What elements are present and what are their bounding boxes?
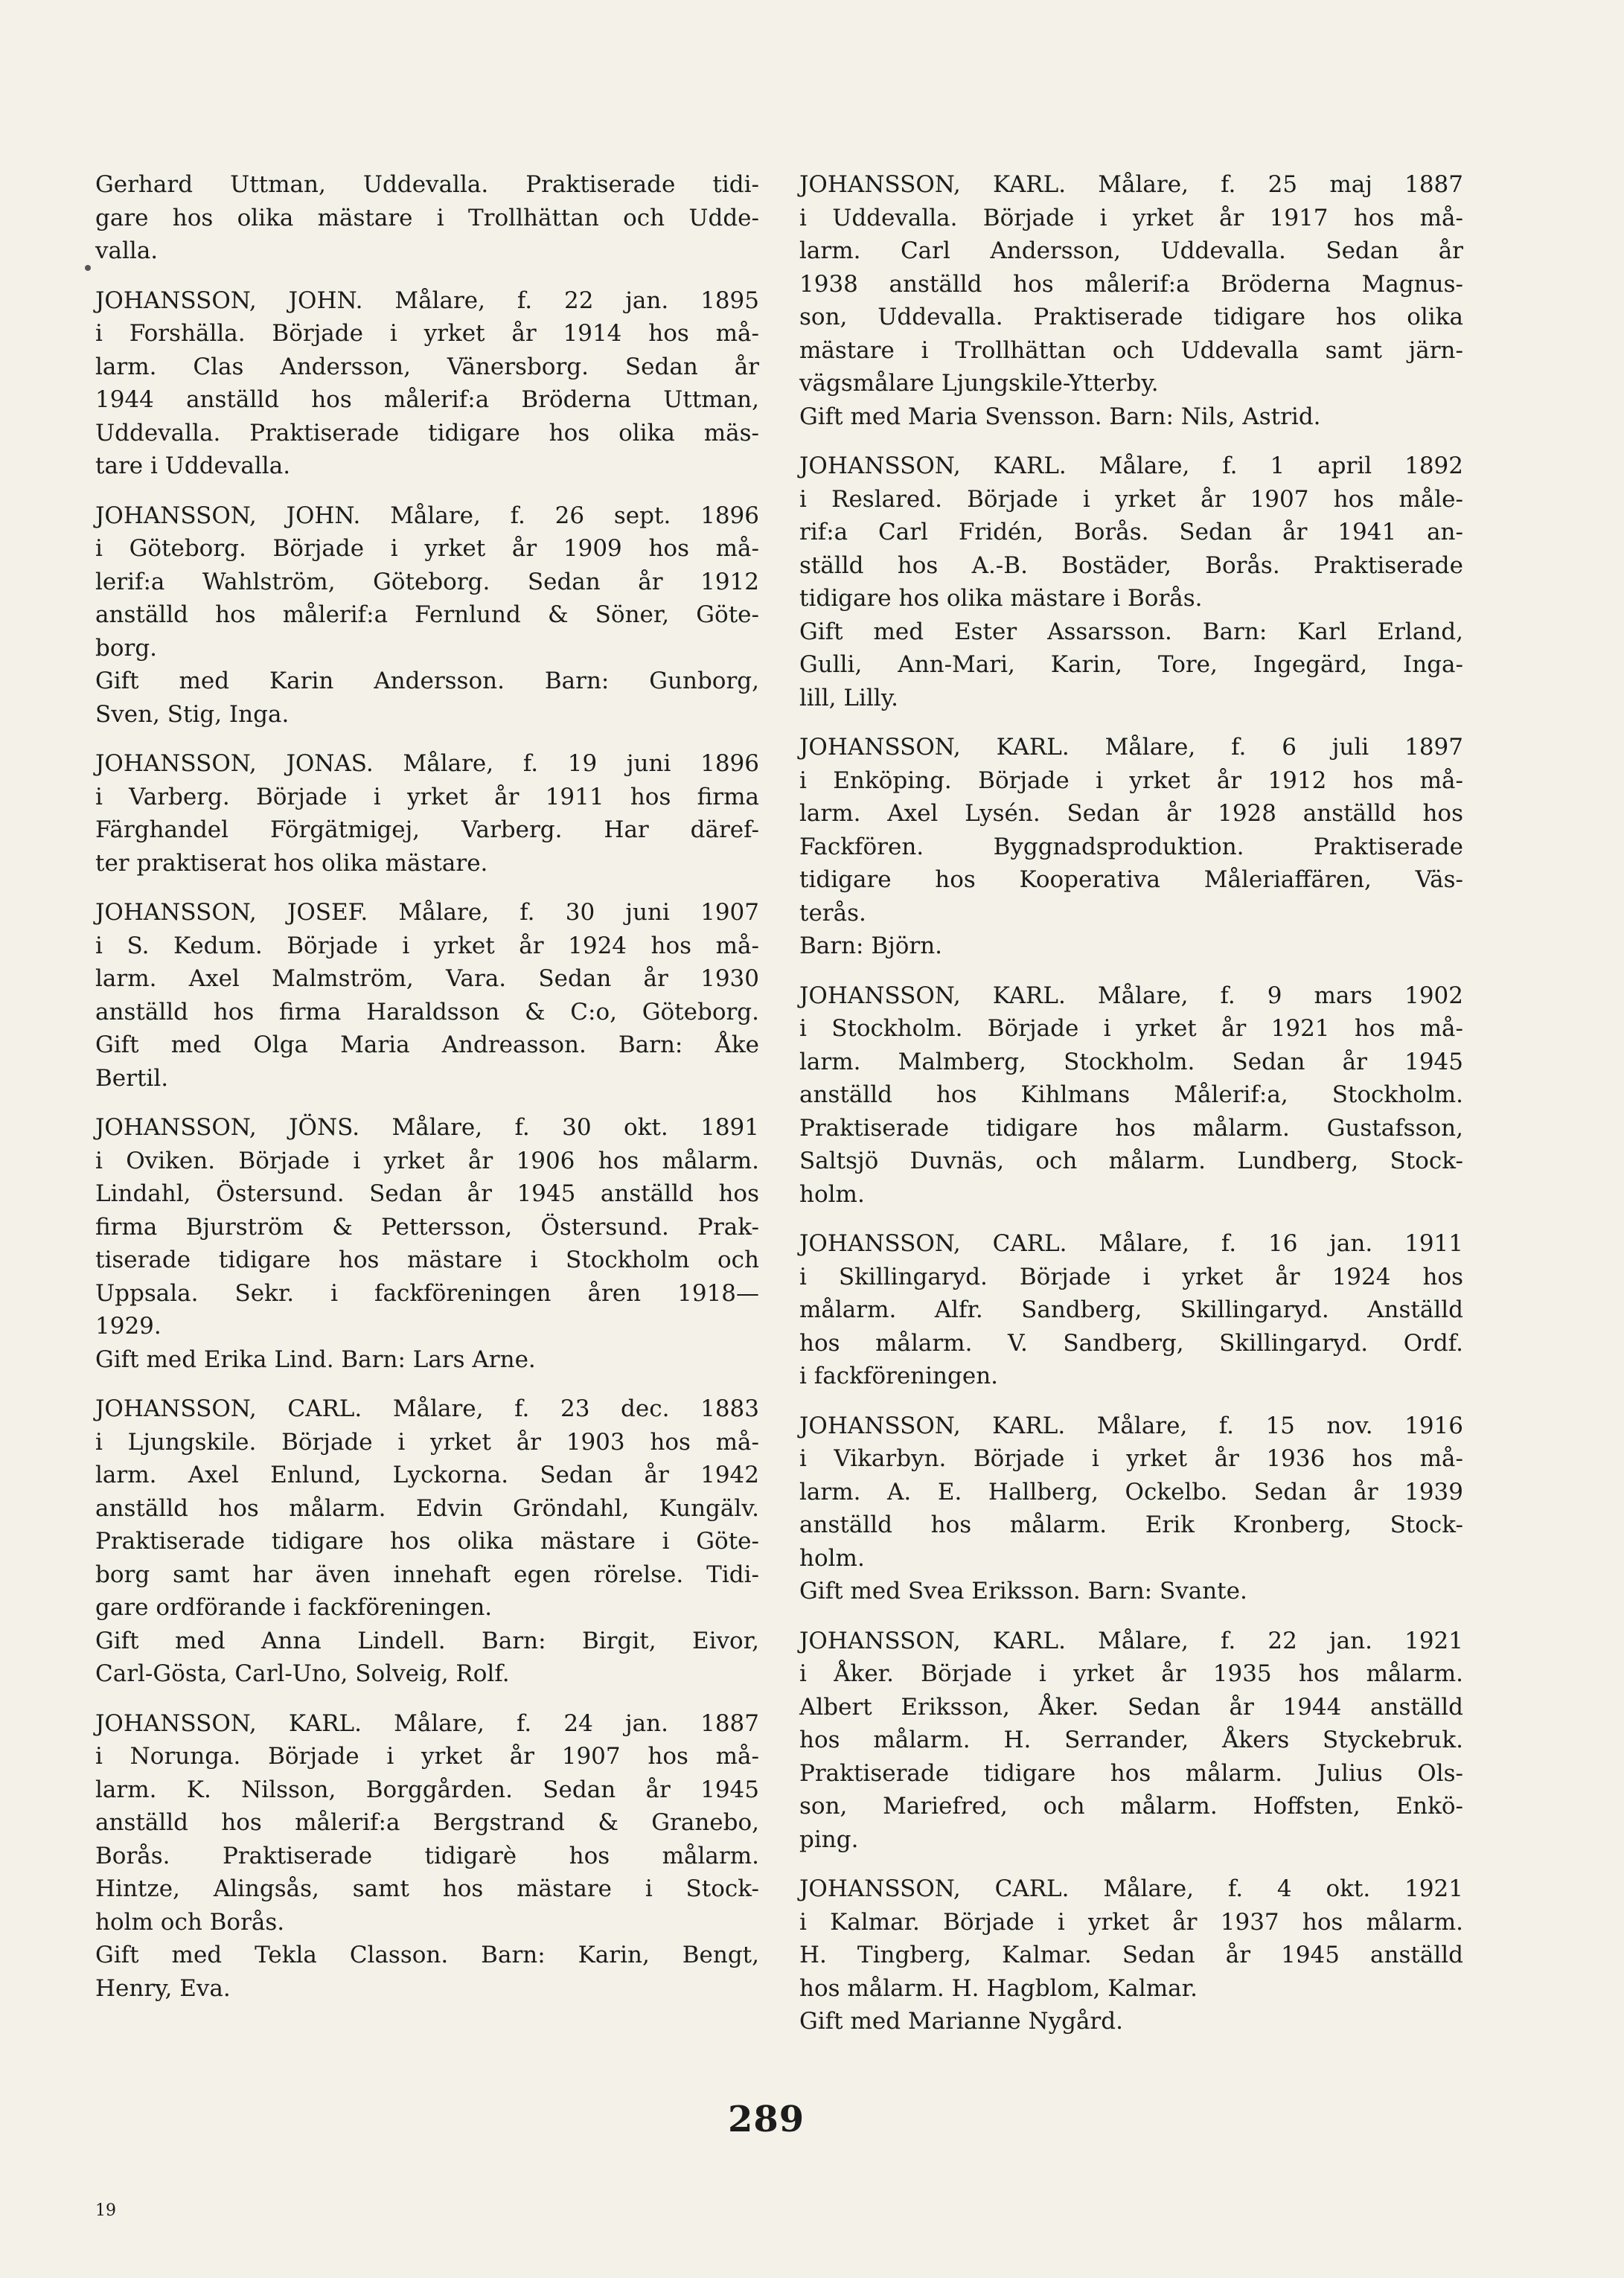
text-line: hos målarm. V. Sandberg, Skillingaryd. Ordf.	[799, 1329, 1463, 1357]
text-line: Gift med Tekla Classon. Barn: Karin, Bengt,	[95, 1942, 759, 1968]
text-line: gare ordförande i fackföreningen.	[95, 1594, 493, 1621]
text-line: larm. K. Nilsson, Borggården. Sedan år 1945	[95, 1776, 759, 1803]
text-line: JOHANSSON, KARL. Målare, f. 22 jan. 1921	[799, 1627, 1463, 1654]
text-line: larm. Axel Enlund, Lyckorna. Sedan år 1942	[95, 1462, 759, 1488]
biography-entry	[95, 896, 759, 1095]
text-line: JOHANSSON, JONAS. Målare, f. 19 juni 1896	[95, 750, 759, 777]
text-line: JOHANSSON, CARL. Målare, f. 23 dec. 1883	[95, 1395, 759, 1422]
text-line: Praktiserade tidigare hos olika mästare i Göte-	[95, 1528, 759, 1555]
text-line: JOHANSSON, JOSEF. Målare, f. 30 juni 1907	[95, 899, 759, 926]
biography-entry	[799, 731, 1463, 963]
text-line: anställd hos firma Haraldsson & C:o, Göteborg.	[95, 998, 759, 1026]
text-line: Henry, Eva.	[95, 1974, 231, 2002]
biography-entry	[799, 1227, 1463, 1393]
ink-speck	[85, 265, 91, 271]
text-line: Gerhard Uttman, Uddevalla. Praktiserade tidi-	[95, 171, 759, 198]
text-line: i Oviken. Började i yrket år 1906 hos målarm.	[95, 1147, 759, 1174]
text-line: Gulli, Ann-Mari, Karin, Tore, Ingegärd, Inga-	[799, 651, 1463, 678]
biography-entry	[95, 168, 759, 268]
text-line: borg samt har även innehaft egen rörelse. Tidi-	[95, 1561, 759, 1588]
text-line: JOHANSSON, KARL. Målare, f. 24 jan. 1887	[95, 1709, 759, 1737]
text-line: målarm. Alfr. Sandberg, Skillingaryd. Anställd	[799, 1296, 1463, 1323]
biography-entry	[95, 747, 759, 880]
text-line: tiserade tidigare hos mästare i Stockholm och	[95, 1247, 759, 1273]
text-line: lerif:a Wahlström, Göteborg. Sedan år 1912	[95, 568, 759, 595]
biography-entry	[799, 1410, 1463, 1608]
text-line: son, Uddevalla. Praktiserade tidigare hos olika	[799, 304, 1463, 330]
text-line: holm.	[799, 1180, 865, 1208]
text-line: JOHANSSON, KARL. Målare, f. 6 juli 1897	[799, 734, 1463, 761]
text-line: Uppsala. Sekr. i fackföreningen åren 1918—	[95, 1279, 759, 1307]
text-line: i Kalmar. Började i yrket år 1937 hos målarm.	[799, 1908, 1463, 1936]
text-line: anställd hos målerif:a Fernlund & Söner, Göte-	[95, 601, 759, 628]
text-line: tidigare hos olika mästare i Borås.	[799, 585, 1203, 612]
right-column	[799, 168, 1463, 2055]
text-line: holm och Borås.	[95, 1908, 285, 1936]
biography-entry	[95, 1707, 759, 2006]
text-line: Hintze, Alingsås, samt hos mästare i Stock-	[95, 1875, 759, 1902]
text-line: 1944 anställd hos målerif:a Bröderna Uttman,	[95, 386, 759, 413]
text-line: Gift med Olga Maria Andreasson. Barn: Åke	[95, 1031, 759, 1058]
text-line: mästare i Trollhättan och Uddevalla samt järn-	[799, 336, 1463, 364]
text-line: Gift med Svea Eriksson. Barn: Svante.	[799, 1578, 1247, 1604]
text-line: Gift med Erika Lind. Barn: Lars Arne.	[95, 1346, 536, 1373]
text-line: i Skillingaryd. Började i yrket år 1924 hos	[799, 1263, 1463, 1290]
text-line: i fackföreningen.	[799, 1363, 999, 1389]
biography-entry	[95, 1111, 759, 1376]
text-line: Carl-Gösta, Carl-Uno, Solveig, Rolf.	[95, 1660, 510, 1687]
text-line: larm. Axel Lysén. Sedan år 1928 anställd hos	[799, 800, 1463, 827]
text-line: lill, Lilly.	[799, 684, 898, 711]
text-line: gare hos olika mästare i Trollhättan och Udde-	[95, 204, 759, 231]
text-line: ter praktiserat hos olika mästare.	[95, 849, 488, 877]
page-number: 289	[728, 2099, 805, 2140]
text-line: i Stockholm. Började i yrket år 1921 hos må-	[799, 1015, 1463, 1042]
text-line: i Göteborg. Började i yrket år 1909 hos må-	[95, 535, 759, 562]
text-line: vägsmålare Ljungskile-Ytterby.	[799, 370, 1159, 397]
text-line: JOHANSSON, KARL. Målare, f. 1 april 1892	[799, 452, 1463, 479]
biography-entry	[799, 449, 1463, 714]
text-line: Borås. Praktiserade tidigarè hos målarm.	[95, 1842, 759, 1869]
text-line: rif:a Carl Fridén, Borås. Sedan år 1941 an-	[799, 519, 1463, 545]
text-line: Gift med Ester Assarsson. Barn: Karl Erland,	[799, 618, 1463, 645]
text-line: hos målarm. H. Hagblom, Kalmar.	[799, 1974, 1198, 2002]
text-line: valla.	[95, 237, 159, 264]
text-line: larm. Clas Andersson, Vänersborg. Sedan år	[95, 353, 759, 380]
signature-mark: 19	[95, 2201, 116, 2220]
text-line: Lindahl, Östersund. Sedan år 1945 anställd hos	[95, 1180, 759, 1207]
biography-entry	[799, 168, 1463, 433]
text-line: borg.	[95, 634, 158, 662]
text-line: i Åker. Började i yrket år 1935 hos målarm.	[799, 1660, 1463, 1687]
text-line: JOHANSSON, CARL. Målare, f. 4 okt. 1921	[799, 1875, 1463, 1902]
text-line: Färghandel Förgätmigej, Varberg. Har däref-	[95, 816, 759, 843]
text-line: i Ljungskile. Började i yrket år 1903 hos må-	[95, 1428, 759, 1456]
biography-entry	[95, 499, 759, 732]
text-line: anställd hos målarm. Edvin Gröndahl, Kungälv.	[95, 1494, 759, 1522]
text-line: JOHANSSON, JOHN. Målare, f. 22 jan. 1895	[95, 287, 759, 314]
text-line: firma Bjurström & Pettersson, Östersund. Prak-	[95, 1213, 759, 1241]
text-line: tidigare hos Kooperativa Måleriaffären, Väs-	[799, 866, 1463, 893]
text-line: i Varberg. Började i yrket år 1911 hos firma	[95, 783, 759, 810]
text-line: larm. A. E. Hallberg, Ockelbo. Sedan år 1939	[799, 1478, 1463, 1506]
text-line: terås.	[799, 899, 866, 927]
text-line: 1929.	[95, 1313, 162, 1340]
text-line: JOHANSSON, JOHN. Målare, f. 26 sept. 1896	[95, 502, 759, 529]
text-line: Uddevalla. Praktiserade tidigare hos olika mäs-	[95, 419, 759, 447]
text-line: JOHANSSON, JÖNS. Målare, f. 30 okt. 1891	[95, 1114, 759, 1141]
text-line: anställd hos målarm. Erik Kronberg, Stock-	[799, 1511, 1463, 1538]
text-line: ping.	[799, 1826, 859, 1853]
text-line: Bertil.	[95, 1064, 169, 1092]
text-line: Gift med Karin Andersson. Barn: Gunborg,	[95, 668, 759, 694]
text-line: Sven, Stig, Inga.	[95, 700, 290, 728]
text-line: larm. Carl Andersson, Uddevalla. Sedan år	[799, 237, 1463, 264]
text-line: JOHANSSON, CARL. Målare, f. 16 jan. 1911	[799, 1230, 1463, 1257]
text-line: anställd hos Kihlmans Målerif:a, Stockholm.	[799, 1081, 1463, 1108]
text-line: Gift med Marianne Nygård.	[799, 2008, 1123, 2035]
text-line: 1938 anställd hos målerif:a Bröderna Magnus-	[799, 270, 1463, 298]
text-line: i S. Kedum. Började i yrket år 1924 hos må-	[95, 932, 759, 959]
text-line: i Reslared. Började i yrket år 1907 hos måle-	[799, 485, 1463, 513]
biography-entry	[799, 1625, 1463, 1857]
text-line: son, Mariefred, och målarm. Hoffsten, Enkö-	[799, 1793, 1463, 1820]
left-column	[95, 168, 759, 2021]
biography-entry	[799, 1872, 1463, 2038]
text-line: ställd hos A.-B. Bostäder, Borås. Praktiserade	[799, 551, 1463, 579]
text-line: Praktiserade tidigare hos målarm. Julius Ols-	[799, 1759, 1463, 1787]
text-line: JOHANSSON, KARL. Målare, f. 9 mars 1902	[799, 982, 1463, 1009]
text-line: Gift med Anna Lindell. Barn: Birgit, Eivor,	[95, 1627, 759, 1654]
biography-entry	[95, 284, 759, 483]
text-line: Gift med Maria Svensson. Barn: Nils, Astrid.	[799, 403, 1321, 430]
text-line: tare i Uddevalla.	[95, 452, 291, 479]
text-line: i Uddevalla. Började i yrket år 1917 hos må-	[799, 204, 1463, 231]
text-line: i Vikarbyn. Började i yrket år 1936 hos må-	[799, 1445, 1463, 1472]
text-line: Barn: Björn.	[799, 932, 943, 959]
text-line: JOHANSSON, KARL. Målare, f. 25 maj 1887	[799, 171, 1463, 198]
text-line: i Forshälla. Började i yrket år 1914 hos må-	[95, 320, 759, 347]
text-line: anställd hos målerif:a Bergstrand & Granebo,	[95, 1809, 759, 1836]
text-line: Praktiserade tidigare hos målarm. Gustafsson,	[799, 1114, 1463, 1142]
text-line: JOHANSSON, KARL. Målare, f. 15 nov. 1916	[799, 1412, 1463, 1439]
text-line: larm. Axel Malmström, Vara. Sedan år 1930	[95, 965, 759, 992]
text-line: Saltsjö Duvnäs, och målarm. Lundberg, Stock-	[799, 1148, 1463, 1174]
text-line: i Norunga. Började i yrket år 1907 hos må-	[95, 1743, 759, 1770]
text-line: larm. Malmberg, Stockholm. Sedan år 1945	[799, 1048, 1463, 1075]
text-line: holm.	[799, 1544, 865, 1572]
biography-entry	[95, 1392, 759, 1691]
biography-entry	[799, 979, 1463, 1212]
text-line: Fackfören. Byggnadsproduktion. Praktiserade	[799, 833, 1463, 860]
text-line: i Enköping. Började i yrket år 1912 hos må-	[799, 767, 1463, 794]
text-line: H. Tingberg, Kalmar. Sedan år 1945 anställd	[799, 1942, 1463, 1968]
text-line: hos målarm. H. Serrander, Åkers Styckebruk.	[799, 1727, 1463, 1753]
text-line: Albert Eriksson, Åker. Sedan år 1944 anställd	[799, 1693, 1463, 1721]
